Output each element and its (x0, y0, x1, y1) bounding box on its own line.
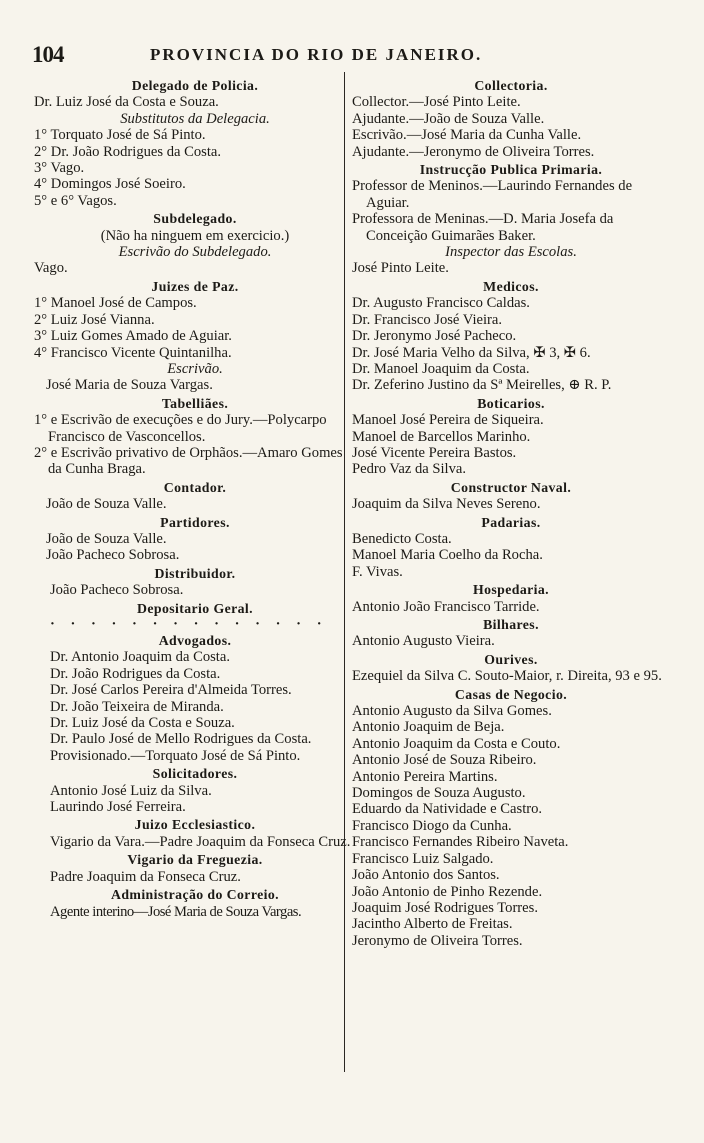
entry: Antonio Pereira Martins. (352, 768, 498, 785)
page-number: 104 (32, 42, 64, 67)
section-medicos (352, 279, 670, 394)
entry: Jacintho Alberto de Freitas. (352, 916, 513, 933)
subheading: Escrivão. (167, 360, 223, 377)
entry: Ajudante.—João de Souza Valle. (352, 110, 545, 127)
section-boticarios (352, 396, 670, 478)
entry: Antonio José Luiz da Silva. (50, 782, 212, 799)
section-subdelegado (34, 211, 356, 277)
section-heading: Subdelegado. (153, 211, 237, 227)
entry: Dr. Zeferino Justino da Sª Meirelles, ⊕ R. P. (352, 377, 612, 394)
entry: Dr. Francisco José Vieira. (352, 311, 503, 328)
entry: Dr. José Carlos Pereira d'Almeida Torres. (50, 682, 292, 699)
entry: Dr. Jeronymo José Pacheco. (352, 328, 517, 345)
entry: Manoel de Barcellos Marinho. (352, 428, 531, 445)
section-partidores (34, 515, 356, 564)
entry: Eduardo da Natividade e Castro. (352, 801, 543, 818)
entry: Domingos de Souza Augusto. (352, 785, 526, 802)
entry: Joaquim José Rodrigues Torres. (352, 899, 538, 916)
entry: José Vicente Pereira Bastos. (352, 444, 517, 461)
section-juizo-ecclesiastico (34, 817, 356, 850)
entry: João de Souza Valle. (46, 496, 167, 513)
entry: Dr. Manoel Joaquim da Costa. (352, 360, 530, 377)
entry: Dr. João Teixeira de Miranda. (50, 698, 224, 715)
section-constructor-naval (352, 480, 670, 513)
left-column (34, 76, 356, 920)
section-advogados (34, 633, 356, 764)
section-heading: Contador. (163, 479, 227, 495)
section-delegado (34, 78, 356, 209)
section-heading: Padarias. (481, 514, 541, 530)
entry: João Pacheco Sobrosa. (46, 547, 180, 564)
entry: Ezequiel da Silva C. Souto-Maior, r. Direita, 93 e 95. (352, 668, 662, 685)
entry: João Antonio de Pinho Rezende. (352, 883, 543, 900)
entry: João Antonio dos Santos. (352, 867, 500, 884)
entry: 1° e Escrivão de execuções e do Jury.—Polycarpo Francisco de Vasconcellos. (34, 412, 327, 445)
entry: Laurindo José Ferreira. (50, 799, 186, 816)
section-heading: Collectoria. (474, 78, 548, 93)
entry: Antonio Joaquim da Costa e Couto. (352, 735, 561, 752)
section-heading: Constructor Naval. (450, 479, 572, 495)
entry: Antonio João Francisco Tarride. (352, 598, 540, 615)
section-heading: Distribuidor. (154, 565, 236, 581)
subheading: Inspector das Escolas. (445, 244, 577, 261)
entry: José Pinto Leite. (352, 260, 449, 277)
section-hospedaria (352, 582, 670, 615)
entry: 3° Luiz Gomes Amado de Aguiar. (34, 328, 232, 345)
entry: Vigario da Vara.—Padre Joaquim da Fonseca Cruz. (50, 833, 351, 850)
entry: Dr. Augusto Francisco Caldas. (352, 295, 530, 312)
dotted-leader: · · · · · · · · · · · · · · (50, 616, 328, 632)
entry: Antonio José de Souza Ribeiro. (352, 752, 537, 769)
entry: Escrivão.—José Maria da Cunha Valle. (352, 127, 582, 144)
section-distribuidor (34, 566, 356, 599)
section-heading: Ourives. (484, 651, 538, 667)
section-instrucao (352, 162, 670, 277)
subheading: Escrivão do Subdelegado. (118, 244, 272, 261)
entry: Agente interino—José Maria de Souza Vargas. (50, 903, 302, 920)
entry: Antonio Joaquim de Beja. (352, 719, 505, 736)
entry: Pedro Vaz da Silva. (352, 461, 467, 478)
section-heading: Medicos. (483, 278, 539, 294)
entry: Manoel José Pereira de Siqueira. (352, 412, 544, 429)
section-contador (34, 480, 356, 513)
entry: 4° Francisco Vicente Quintanilha. (34, 344, 232, 361)
entry: João Pacheco Sobrosa. (50, 582, 184, 599)
section-casas-de-negocio (352, 687, 670, 950)
section-vigario (34, 852, 356, 885)
entry: Antonio Augusto da Silva Gomes. (352, 703, 552, 720)
entry: Francisco Luiz Salgado. (352, 850, 494, 867)
entry: Antonio Augusto Vieira. (352, 633, 495, 650)
section-heading: Boticarios. (477, 395, 545, 411)
entry: João de Souza Valle. (46, 530, 167, 547)
section-heading: Bilhares. (483, 617, 539, 632)
entry: 1° Manoel José de Campos. (34, 295, 197, 312)
entry: Joaquim da Silva Neves Sereno. (352, 496, 541, 513)
entry: 4° Domingos José Soeiro. (34, 176, 186, 193)
entry: F. Vivas. (352, 563, 403, 580)
entry: 5° e 6° Vagos. (34, 192, 117, 209)
section-heading: Juizo Ecclesiastico. (134, 817, 256, 833)
page-header (0, 42, 704, 68)
entry: Dr. José Maria Velho da Silva, ✠ 3, ✠ 6. (352, 344, 591, 361)
entry: Manoel Maria Coelho da Rocha. (352, 547, 543, 564)
section-depositario (34, 601, 356, 631)
section-heading: Casas de Negocio. (454, 686, 568, 702)
entry: Jeronymo de Oliveira Torres. (352, 932, 523, 949)
section-heading: Advogados. (158, 633, 232, 648)
entry: 3° Vago. (34, 160, 85, 177)
entry: Benedicto Costa. (352, 530, 452, 547)
entry: Dr. Paulo José de Mello Rodrigues da Costa. (50, 731, 312, 748)
section-heading: Instrucção Publica Primaria. (419, 162, 603, 178)
entry: 2° Luiz José Vianna. (34, 311, 155, 328)
section-padarias (352, 515, 670, 581)
entry: Francisco Fernandes Ribeiro Naveta. (352, 834, 569, 851)
section-heading: Depositario Geral. (136, 600, 254, 616)
entry: Dr. João Rodrigues da Costa. (50, 665, 221, 682)
entry: Dr. Luiz José da Costa e Souza. (50, 715, 235, 732)
entry: Professora de Meninas.—D. Maria Josefa da Conceição Guimarães Baker. (352, 211, 614, 244)
page-title: PROVINCIA DO RIO DE JANEIRO. (150, 45, 483, 64)
entry: Dr. Luiz José da Costa e Souza. (34, 94, 219, 111)
section-tabelliaes (34, 396, 356, 478)
entry: Dr. Antonio Joaquim da Costa. (50, 649, 230, 666)
section-collectoria (352, 78, 670, 160)
section-bilhares (352, 617, 670, 650)
section-heading: Partidores. (160, 514, 230, 530)
section-correio (34, 887, 356, 920)
section-heading: Hospedaria. (472, 582, 550, 598)
entry: Professor de Meninos.—Laurindo Fernandes de Aguiar. (352, 178, 633, 211)
entry: Vago. (34, 260, 68, 277)
section-heading: Solicitadores. (152, 766, 238, 782)
entry: Collector.—José Pinto Leite. (352, 94, 521, 111)
entry: 2° e Escrivão privativo de Orphãos.—Amaro Gomes da Cunha Braga. (34, 444, 343, 478)
section-solicitadores (34, 766, 356, 815)
section-ourives (352, 652, 670, 685)
section-juizes-de-paz (34, 279, 356, 394)
subheading: Substitutos da Delegacia. (120, 110, 270, 127)
entry: Provisionado.—Torquato José de Sá Pinto. (50, 747, 301, 764)
entry: Ajudante.—Jeronymo de Oliveira Torres. (352, 143, 595, 160)
section-heading: Juizes de Paz. (151, 278, 239, 294)
entry: 1° Torquato José de Sá Pinto. (34, 127, 206, 144)
entry: Francisco Diogo da Cunha. (352, 817, 512, 834)
entry: José Maria de Souza Vargas. (46, 377, 213, 394)
section-heading: Vigario da Freguezia. (127, 852, 263, 868)
right-column (352, 76, 670, 949)
section-heading: Administração do Correio. (110, 887, 279, 903)
section-heading: Tabelliães. (161, 395, 229, 411)
note: (Não ha ninguem em exercicio.) (100, 227, 290, 244)
entry: Padre Joaquim da Fonseca Cruz. (50, 868, 241, 885)
entry: 2° Dr. João Rodrigues da Costa. (34, 143, 222, 160)
section-heading: Delegado de Policia. (131, 78, 259, 93)
